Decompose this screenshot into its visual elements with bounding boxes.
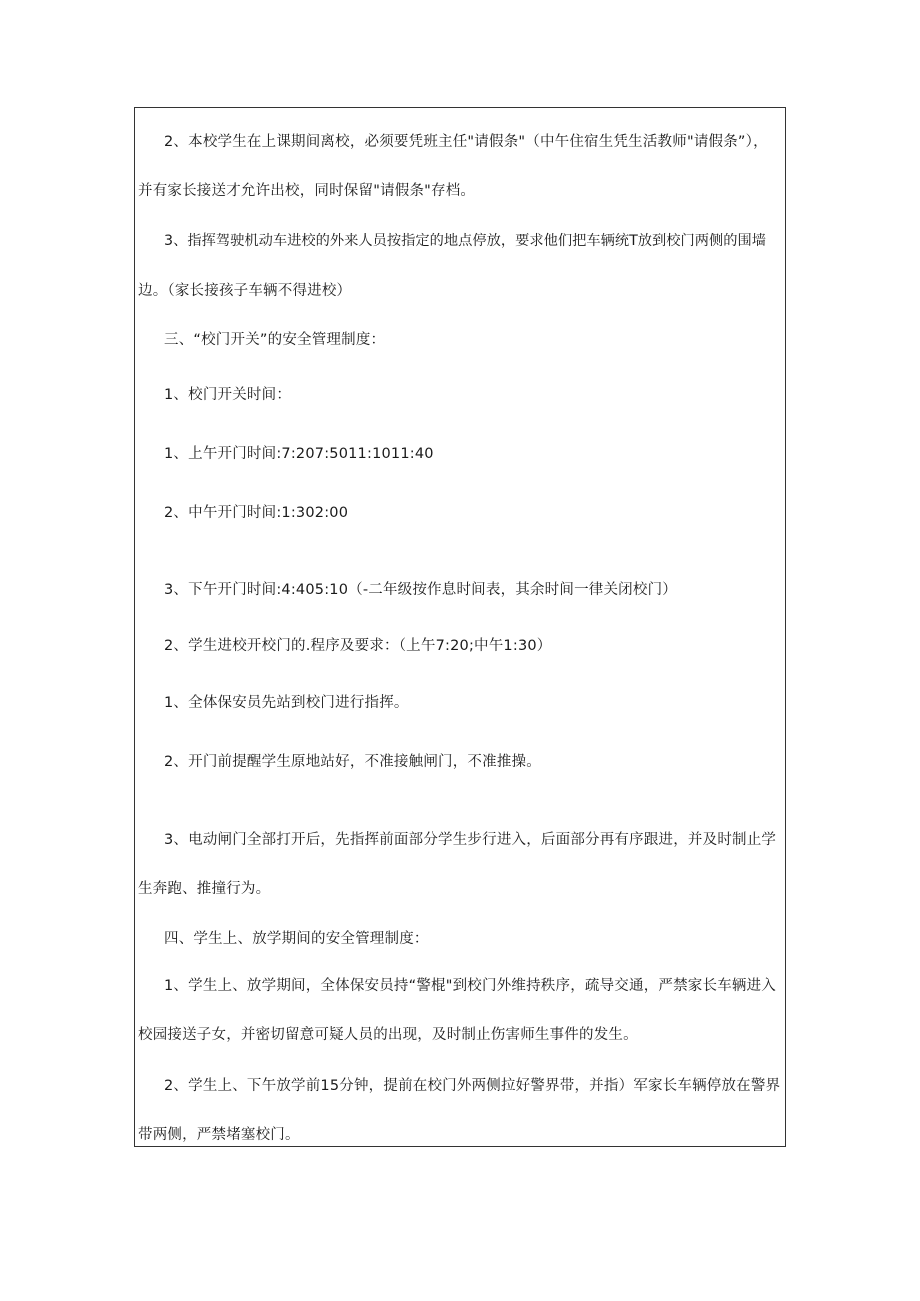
paragraph-line: 校园接送子女，并密切留意可疑人员的出现，及时制止伤害师生事件的发生。 <box>138 1027 638 1043</box>
paragraph-line: 2、开门前提醒学生原地站好，不准接触闸门，不准推操。 <box>164 754 541 770</box>
paragraph-line: 带两侧，严禁堵塞校门。 <box>138 1127 300 1143</box>
section-heading: 四、学生上、放学期间的安全管理制度： <box>164 931 429 947</box>
paragraph-line: 3、电动闸门全部打开后，先指挥前面部分学生步行进入，后面部分再有序跟进，并及时制止学 <box>164 832 777 848</box>
paragraph-line: 2、本校学生在上课期间离校，必须要凭班主任"请假条"（中午住宿生凭生活教师"请假条”）， <box>164 134 768 150</box>
paragraph-line: 1、学生上、放学期间，全体保安员持“警棍"到校门外维持秩序，疏导交通，严禁家长车辆进入 <box>164 978 777 994</box>
paragraph-line: 1、全体保安员先站到校门进行指挥。 <box>164 695 409 711</box>
paragraph-line: 2、学生进校开校门的.程序及要求：（上午7:20;中午1:30） <box>164 638 552 654</box>
paragraph-line: 1、上午开门时间:7:207:5011:1011:40 <box>164 446 434 462</box>
paragraph-line: 生奔跑、推撞行为。 <box>138 881 271 897</box>
paragraph-line: 3、指挥驾驶机动车进校的外来人员按指定的地点停放，要求他们把车辆统T放到校门两侧的围墙 <box>164 233 767 249</box>
paragraph-line: 2、中午开门时间:1:302:00 <box>164 505 349 521</box>
paragraph-line: 并有家长接送才允许出校，同时保留"请假条"存档。 <box>138 183 476 199</box>
paragraph-line: 边。（家长接孩子车辆不得进校） <box>138 283 352 299</box>
paragraph-line: 3、下午开门时间:4:405:10（-二年级按作息时间表，其余时间一律关闭校门） <box>164 582 677 598</box>
paragraph-line: 2、学生上、下午放学前15分钟，提前在校门外两侧拉好警界带，并指）军家长车辆停放在警界 <box>164 1078 781 1094</box>
section-heading: 三、“校门开关”的安全管理制度： <box>164 332 386 348</box>
paragraph-line: 1、校门开关时间： <box>164 387 292 403</box>
